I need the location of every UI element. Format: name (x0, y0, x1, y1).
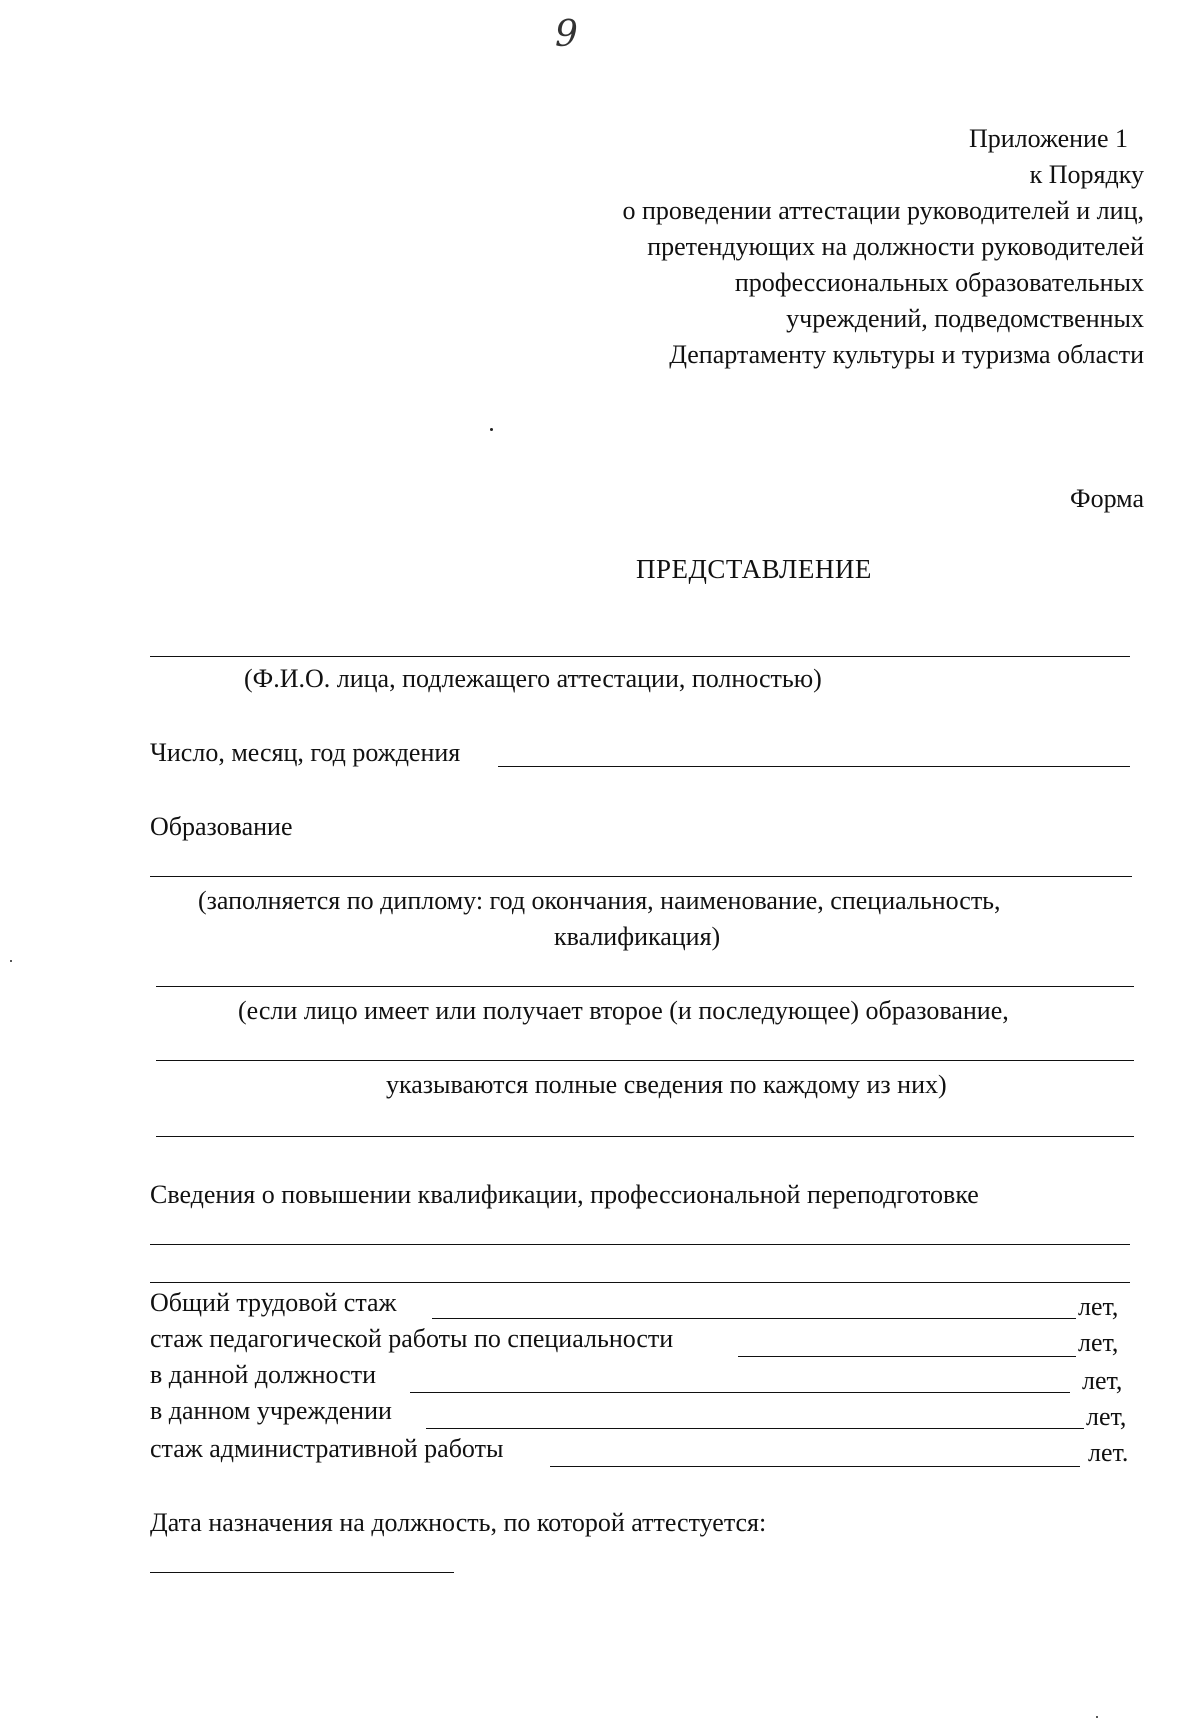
fio-caption: (Ф.И.О. лица, подлежащего аттестации, полностью) (244, 664, 822, 693)
experience-institution-field-line[interactable] (426, 1428, 1084, 1429)
experience-position-field-line[interactable] (410, 1392, 1070, 1393)
experience-total-field-line[interactable] (432, 1318, 1076, 1319)
birth-date-label: Число, месяц, год рождения (150, 738, 461, 767)
fio-field-line[interactable] (150, 656, 1130, 657)
education-field-line[interactable] (150, 876, 1132, 877)
experience-label-pedagogical: стаж педагогической работы по специальности (150, 1324, 674, 1353)
education-label: Образование (150, 812, 293, 841)
qualification-field-line-2[interactable] (150, 1282, 1130, 1283)
birth-date-field-line[interactable] (498, 766, 1130, 767)
appendix-line: о проведении аттестации руководителей и лиц, (622, 196, 1144, 225)
education-second-field-line-2[interactable] (156, 1060, 1134, 1061)
experience-administrative-field-line[interactable] (550, 1466, 1080, 1467)
education-caption-line2: квалификация) (554, 922, 721, 951)
experience-unit: лет, (1078, 1328, 1119, 1357)
scan-speck (490, 428, 493, 431)
second-education-caption-line1: (если лицо имеет или получает второе (и последующее) образование, (238, 996, 1009, 1025)
qualification-field-line[interactable] (150, 1244, 1130, 1245)
experience-unit: лет, (1086, 1402, 1127, 1431)
form-label: Форма (1070, 484, 1144, 513)
experience-label-administrative: стаж административной работы (150, 1434, 504, 1463)
scan-speck (10, 960, 12, 962)
appendix-line: Приложение 1 (968, 124, 1128, 153)
document-title: ПРЕДСТАВЛЕНИЕ (636, 554, 872, 584)
appointment-date-label: Дата назначения на должность, по которой аттестуется: (150, 1508, 767, 1537)
appendix-line: претендующих на должности руководителей (647, 232, 1144, 261)
education-caption-line1: (заполняется по диплому: год окончания, наименование, специальность, (198, 886, 1001, 915)
experience-unit: лет, (1082, 1366, 1123, 1395)
experience-label-institution: в данном учреждении (150, 1396, 392, 1425)
experience-pedagogical-field-line[interactable] (738, 1356, 1076, 1357)
appendix-line: учреждений, подведомственных (786, 304, 1144, 333)
appendix-line: Департаменту культуры и туризма области (669, 340, 1144, 369)
experience-unit: лет, (1078, 1292, 1119, 1321)
handwritten-page-number: 9 (555, 14, 578, 55)
education-second-field-line[interactable] (156, 986, 1134, 987)
experience-label-position: в данной должности (150, 1360, 376, 1389)
appendix-line: профессиональных образовательных (734, 268, 1144, 297)
appendix-line: к Порядку (1029, 160, 1144, 189)
appointment-date-field-line[interactable] (150, 1572, 454, 1573)
education-second-field-line-3[interactable] (156, 1136, 1134, 1137)
scan-speck (1096, 1716, 1098, 1718)
qualification-label: Сведения о повышении квалификации, профессиональной переподготовке (150, 1180, 979, 1209)
experience-label-total: Общий трудовой стаж (150, 1288, 397, 1317)
second-education-caption-line2: указываются полные сведения по каждому из них) (386, 1070, 947, 1099)
experience-unit: лет. (1088, 1438, 1129, 1467)
